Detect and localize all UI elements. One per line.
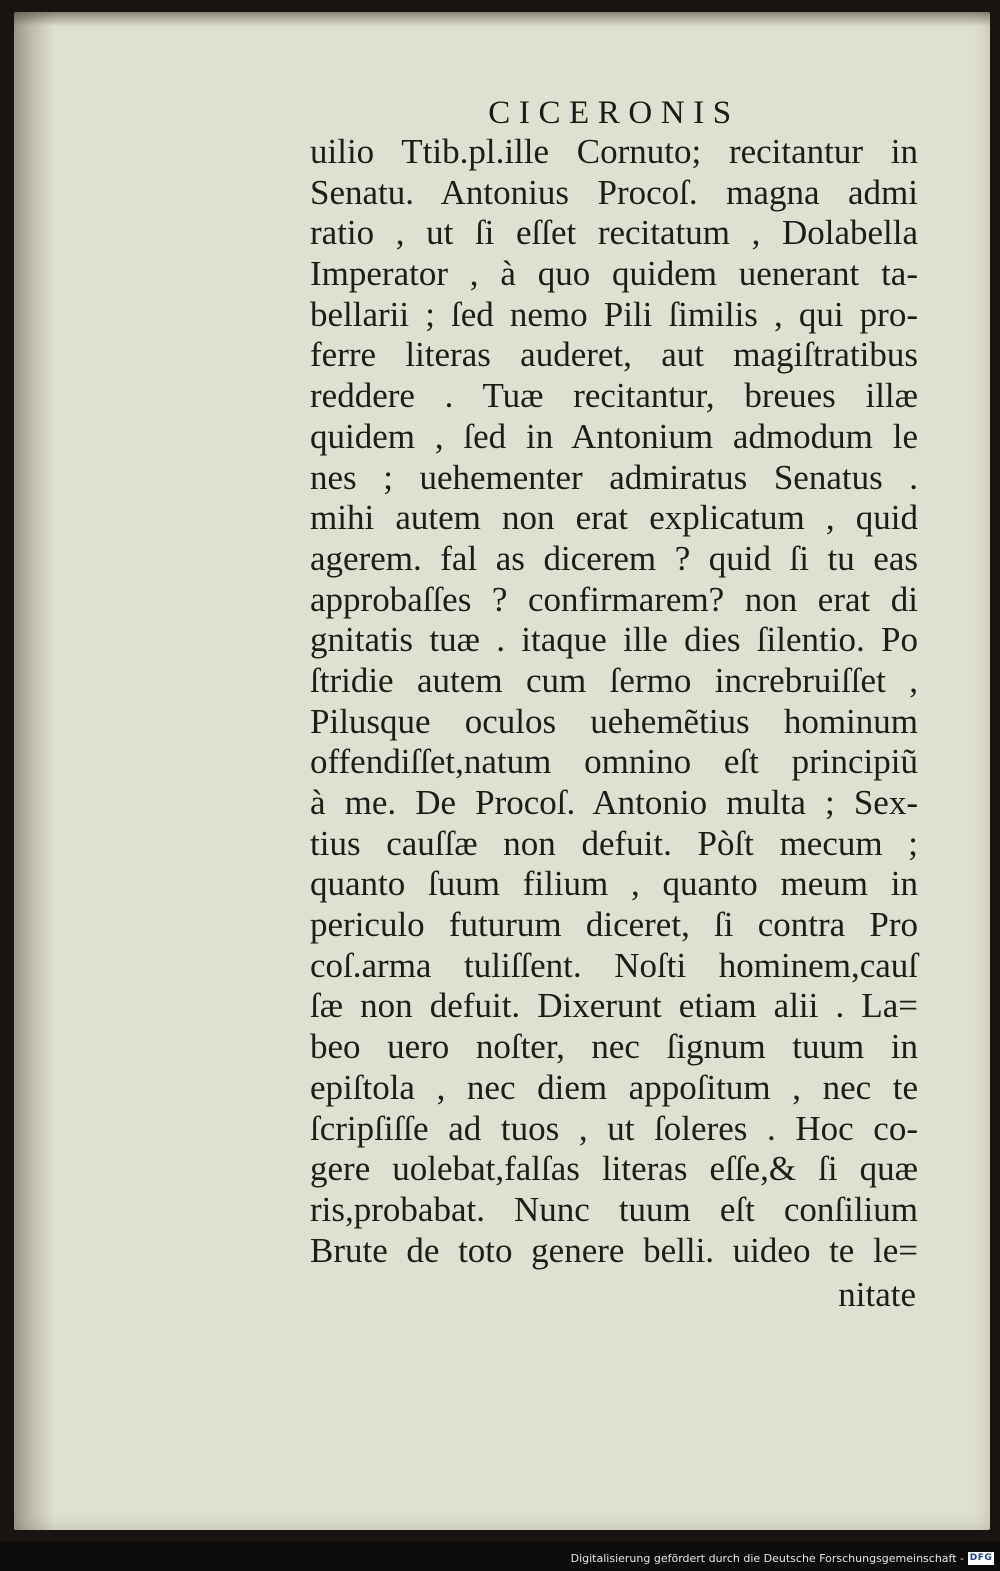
text-line: ſtridie autem cum ſermo increbruiſſet ,: [310, 660, 918, 700]
text-line: periculo futurum diceret, ſi contra Pro: [310, 905, 918, 945]
text-line: Senatu. Antonius Procoſ. magna admi: [310, 172, 918, 212]
text-line: agerem. fal as dicerem ? quid ſi tu eas: [310, 538, 918, 578]
gutter-shadow: [14, 12, 54, 1530]
text-line: nes ; uehementer admiratus Senatus .: [310, 457, 918, 497]
text-line: gnitatis tuæ . itaque ille dies ſilentio. Po: [310, 620, 918, 660]
running-title: CICERONIS: [488, 95, 740, 131]
text-line: quidem , ſed in Antonium admodum le: [310, 416, 918, 456]
dfg-logo: DFG: [969, 1553, 993, 1563]
catchword: nitate: [838, 1275, 916, 1314]
text-line: epiſtola , nec diem appoſitum , nec te: [310, 1067, 918, 1107]
text-line: beo uero noſter, nec ſignum tuum in: [310, 1027, 918, 1067]
text-line: ſcripſiſſe ad tuos , ut ſoleres . Hoc co-: [310, 1108, 918, 1148]
text-line: reddere . Tuæ recitantur, breues illæ: [310, 376, 918, 416]
text-line: mihi autem non erat explicatum , quid: [310, 498, 918, 538]
text-line: ris,probabat. Nunc tuum eſt conſilium: [310, 1189, 918, 1229]
funding-credit: Digitalisierung gefördert durch die Deutsche Forschungsgemeinschaft -: [570, 1552, 964, 1565]
body-text: [310, 132, 918, 1271]
text-line: offendiſſet,natum omnino eſt principiũ: [310, 742, 918, 782]
text-line: quanto ſuum filium , quanto meum in: [310, 864, 918, 904]
text-line: uilio Ttib.pl.ille Cornuto; recitantur in: [310, 132, 918, 171]
text-line: bellarii ; ſed nemo Pili ſimilis , qui pro-: [310, 294, 918, 334]
text-line: gere uolebat,falſas literas eſſe,& ſi quæ: [310, 1149, 918, 1189]
footer-bar: [0, 1541, 1000, 1571]
text-line: Brute de toto genere belli. uideo te le=: [310, 1230, 918, 1270]
text-line: Pilusque oculos uehemẽtius hominum: [310, 701, 918, 741]
text-line: ratio , ut ſi eſſet recitatum , Dolabella: [310, 213, 918, 253]
text-line: coſ.arma tuliſſent. Noſti hominem,cauſ: [310, 945, 918, 985]
text-line: tius cauſſæ non defuit. Pòſt mecum ;: [310, 823, 918, 863]
text-line: ferre literas auderet, aut magiſtratibus: [310, 335, 918, 375]
top-edge-shadow: [14, 12, 990, 26]
text-line: approbaſſes ? confirmarem? non erat di: [310, 579, 918, 619]
text-line: ſæ non defuit. Dixerunt etiam alii . La=: [310, 986, 918, 1026]
text-line: Imperator , à quo quidem uenerant ta-: [310, 254, 918, 294]
text-line: à me. De Procoſ. Antonio multa ; Sex-: [310, 783, 918, 822]
